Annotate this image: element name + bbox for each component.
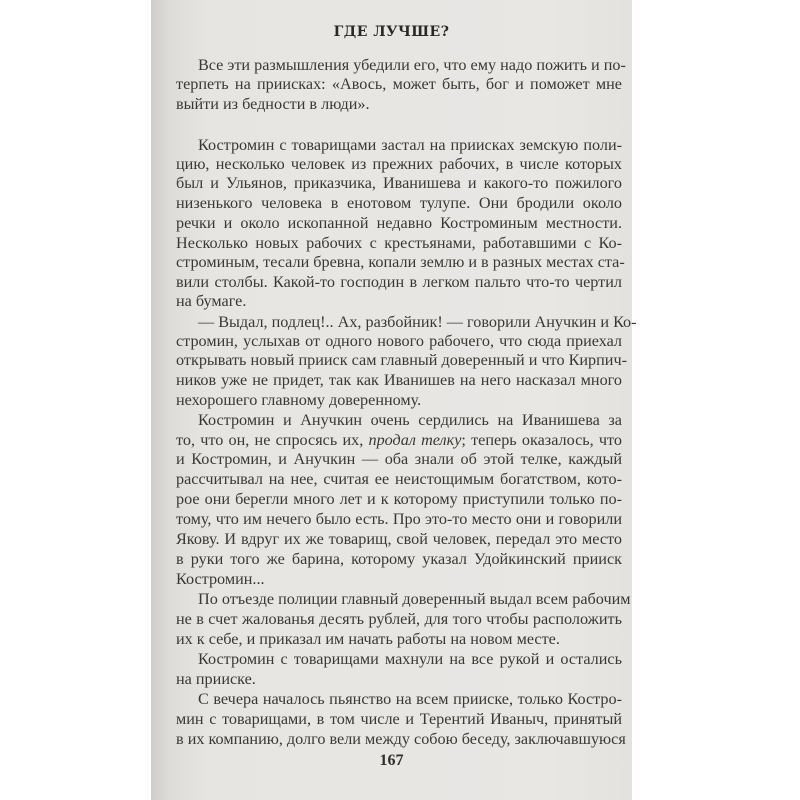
- text-line: [176, 729, 626, 749]
- book-page: [151, 0, 637, 800]
- line-text: рое они берегли много лет и к которому приступили только по-: [176, 490, 622, 508]
- text-line: [176, 94, 622, 114]
- line-text: С вечера началось пьянство на всем прииске, только Костро-: [198, 690, 622, 708]
- text-line: [176, 629, 622, 649]
- line-text: на бумаге.: [176, 292, 247, 310]
- line-text: открывать новый прииск сам главный доверенный и что Кирпич-: [176, 351, 627, 369]
- text-line: [176, 489, 622, 509]
- line-text: и Костромин, и Анучкин — оба знали об этой телке, каждый: [176, 450, 622, 468]
- page-number: 167: [379, 752, 404, 769]
- text-line: [176, 233, 622, 253]
- line-text: цию, несколько человек из прежних рабочих, в числе которых: [176, 155, 622, 173]
- line-text: речки и около ископанной недавно Костроминым местности.: [176, 214, 622, 232]
- text-line: [176, 469, 622, 489]
- line-text: Якову. И вдруг их же товарищ, свой человек, передал это место: [176, 530, 622, 548]
- text-line: [176, 709, 622, 729]
- text-line: [176, 193, 622, 213]
- text-line: [176, 252, 625, 272]
- line-text: нехорошего главному доверенному.: [176, 391, 422, 409]
- text-line: [176, 669, 622, 689]
- text-line: [198, 589, 631, 609]
- text-line: [176, 609, 622, 629]
- text-line: [176, 509, 622, 529]
- text-line: [176, 154, 622, 174]
- text-line: [176, 449, 622, 469]
- line-text: ; теперь оказалось, что: [461, 431, 623, 449]
- line-text: на прииске.: [176, 670, 256, 688]
- line-text: их к себе, и приказал им начать работы на новом месте.: [176, 630, 560, 648]
- line-text: тому, что им нечего было есть. Про это-то место они и говорили: [176, 510, 622, 528]
- text-line: [176, 370, 622, 390]
- text-line: [176, 430, 622, 450]
- text-line: [176, 331, 622, 351]
- line-text: не в счет жалованья десять рублей, для того чтобы расположить: [176, 610, 622, 628]
- text-line: [176, 291, 622, 311]
- line-text: — Выдал, подлец!.. Ах, разбойник! — говорили Анучкин и Ко-: [198, 313, 637, 331]
- text-line: [198, 410, 622, 430]
- line-text: Костромин с товарищами махнули на все рукой и остались: [198, 650, 622, 668]
- line-text: в руки того же барина, которому указал Удойкинский прииск: [176, 550, 622, 568]
- line-text: выйти из бедности в люди».: [176, 95, 370, 113]
- text-line: [176, 272, 622, 292]
- line-text: низенького человека в енотовом тулупе. Они бродили около: [176, 194, 622, 212]
- line-text: Костромин с товарищами застал на приисках земскую поли-: [198, 136, 622, 154]
- line-text: рассчитывал на нее, считая ее неистощимым богатством, кото-: [176, 470, 622, 488]
- running-header: ГДЕ ЛУЧШЕ?: [333, 24, 450, 40]
- text-line: [176, 529, 622, 549]
- text-line: [198, 135, 622, 155]
- text-line: [176, 173, 622, 193]
- text-line: [176, 350, 627, 370]
- line-text: стромин, услыхав от одного нового рабочего, что сюда приехал: [176, 332, 622, 350]
- line-text: По отъезде полиции главный доверенный выдал всем рабочим: [198, 590, 631, 608]
- line-text: строминым, тесали бревна, копали землю и в разных местах ста-: [176, 253, 625, 271]
- line-text: Костромин...: [176, 570, 265, 588]
- line-text: в их компанию, долго вели между собою беседу, заключавшуюся: [176, 730, 626, 748]
- text-line: [176, 569, 622, 589]
- line-text: мин с товарищами, в том числе и Терентий Иваныч, принятый: [176, 710, 622, 728]
- text-line: [176, 74, 622, 94]
- text-line: [176, 549, 622, 569]
- line-text: вили столбы. Какой-то господин в легком пальто что-то чертил: [176, 273, 622, 291]
- line-text: Костромин и Анучкин очень сердились на Иванишева за: [198, 411, 622, 429]
- text-line: [198, 649, 622, 669]
- line-text: был и Ульянов, приказчика, Иванишева и какого-то пожилого: [176, 174, 622, 192]
- line-text: терпеть на приисках: «Авось, может быть, бог и поможет мне: [176, 75, 622, 93]
- text-line: [176, 390, 622, 410]
- line-text: ников уже не придет, так как Иванишев на него насказал много: [176, 371, 622, 389]
- italic-phrase: продал телку: [368, 431, 462, 449]
- line-text: то, что он, не спросясь их,: [176, 431, 369, 449]
- text-line: [198, 55, 626, 75]
- line-text: Все эти размышления убедили его, что ему надо пожить и по-: [198, 56, 626, 74]
- text-line: [198, 312, 637, 332]
- line-text: Несколько новых рабочих с крестьянами, работавшими с Ко-: [176, 234, 622, 252]
- text-line: [198, 689, 622, 709]
- text-line: [176, 213, 622, 233]
